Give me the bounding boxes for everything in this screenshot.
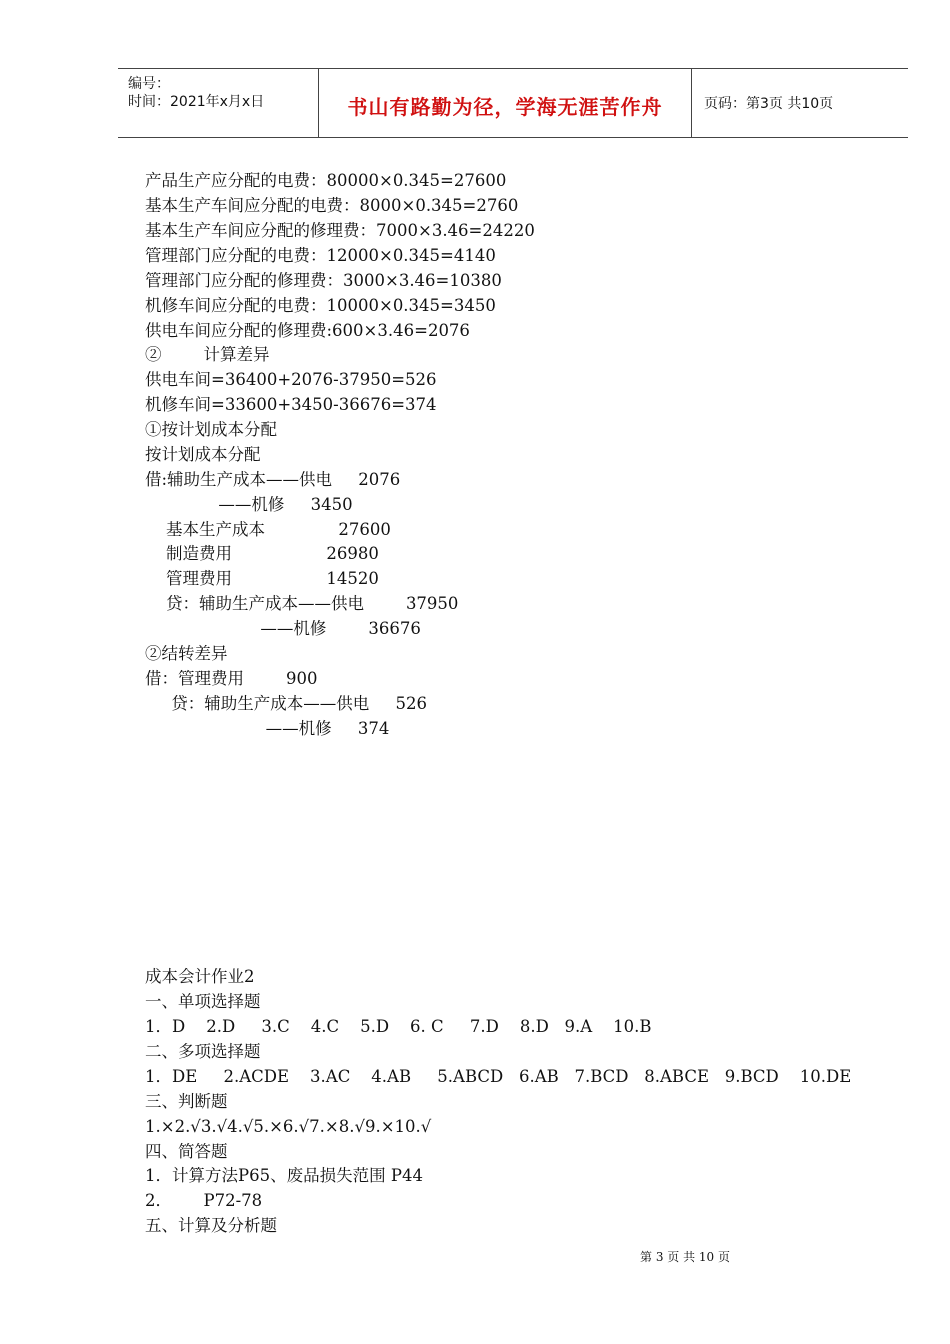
text-line: 机修车间应分配的电费：10000×0.345=3450 bbox=[145, 296, 496, 315]
text-line: 贷：辅助生产成本——供电 526 bbox=[145, 694, 427, 713]
text-line: 管理部门应分配的修理费：3000×3.46=10380 bbox=[145, 271, 502, 290]
text-line: ——机修 3450 bbox=[145, 495, 353, 514]
text-line: 1．DE 2.ACDE 3.AC 4.AB 5.ABCD 6.AB 7.BCD 8.ABCE 9.BCD 10.DE bbox=[145, 1067, 852, 1086]
text-line: ② 计算差异 bbox=[145, 345, 270, 364]
header-meta-cell bbox=[118, 69, 319, 137]
page-footer: 第 3 页 共 10 页 bbox=[640, 1250, 730, 1264]
text-line: 1．D 2.D 3.C 4.C 5.D 6. C 7.D 8.D 9.A 10.B bbox=[145, 1017, 652, 1036]
text-line: 借：管理费用 900 bbox=[145, 669, 318, 688]
text-line: 成本会计作业2 bbox=[145, 967, 255, 986]
header-motto-cell bbox=[319, 69, 692, 137]
text-line: ①按计划成本分配 bbox=[145, 420, 277, 439]
page-info: 页码：第3页 共10页 bbox=[704, 96, 834, 112]
text-line: 1．计算方法P65、废品损失范围 P44 bbox=[145, 1166, 423, 1185]
text-line: 制造费用 26980 bbox=[145, 544, 379, 563]
text-line: 二、多项选择题 bbox=[145, 1042, 261, 1061]
text-line: 三、判断题 bbox=[145, 1092, 228, 1111]
text-line: 四、简答题 bbox=[145, 1142, 228, 1161]
text-line: 基本生产车间应分配的修理费：7000×3.46=24220 bbox=[145, 221, 535, 240]
text-line: 借:辅助生产成本——供电 2076 bbox=[145, 470, 401, 489]
time-label: 时间：2021年x月x日 bbox=[128, 94, 265, 110]
text-line: 贷：辅助生产成本——供电 37950 bbox=[145, 594, 459, 613]
text-line: ——机修 36676 bbox=[145, 619, 421, 638]
text-line: 供电车间应分配的修理费:600×3.46=2076 bbox=[145, 321, 470, 340]
text-line: 按计划成本分配 bbox=[145, 445, 261, 464]
text-line: ②结转差异 bbox=[145, 644, 228, 663]
text-line: 机修车间=33600+3450-36676=374 bbox=[145, 395, 437, 414]
motto-text: 书山有路勤为径，学海无涯苦作舟 bbox=[347, 95, 663, 119]
text-line: 2． P72-78 bbox=[145, 1191, 263, 1210]
text-line: ——机修 374 bbox=[145, 719, 390, 738]
text-line: 供电车间=36400+2076-37950=526 bbox=[145, 370, 437, 389]
document-header bbox=[118, 68, 908, 138]
text-line: 五、计算及分析题 bbox=[145, 1216, 277, 1235]
text-line: 基本生产成本 27600 bbox=[145, 520, 391, 539]
number-label: 编号： bbox=[128, 76, 170, 92]
header-page-cell bbox=[692, 69, 908, 137]
text-line: 1.×2.√3.√4.√5.×6.√7.×8.√9.×10.√ bbox=[145, 1117, 432, 1136]
text-line: 产品生产应分配的电费：80000×0.345=27600 bbox=[145, 171, 507, 190]
text-line: 管理费用 14520 bbox=[145, 569, 379, 588]
text-line: 一、单项选择题 bbox=[145, 992, 261, 1011]
text-line: 管理部门应分配的电费：12000×0.345=4140 bbox=[145, 246, 496, 265]
text-line: 基本生产车间应分配的电费：8000×0.345=2760 bbox=[145, 196, 519, 215]
